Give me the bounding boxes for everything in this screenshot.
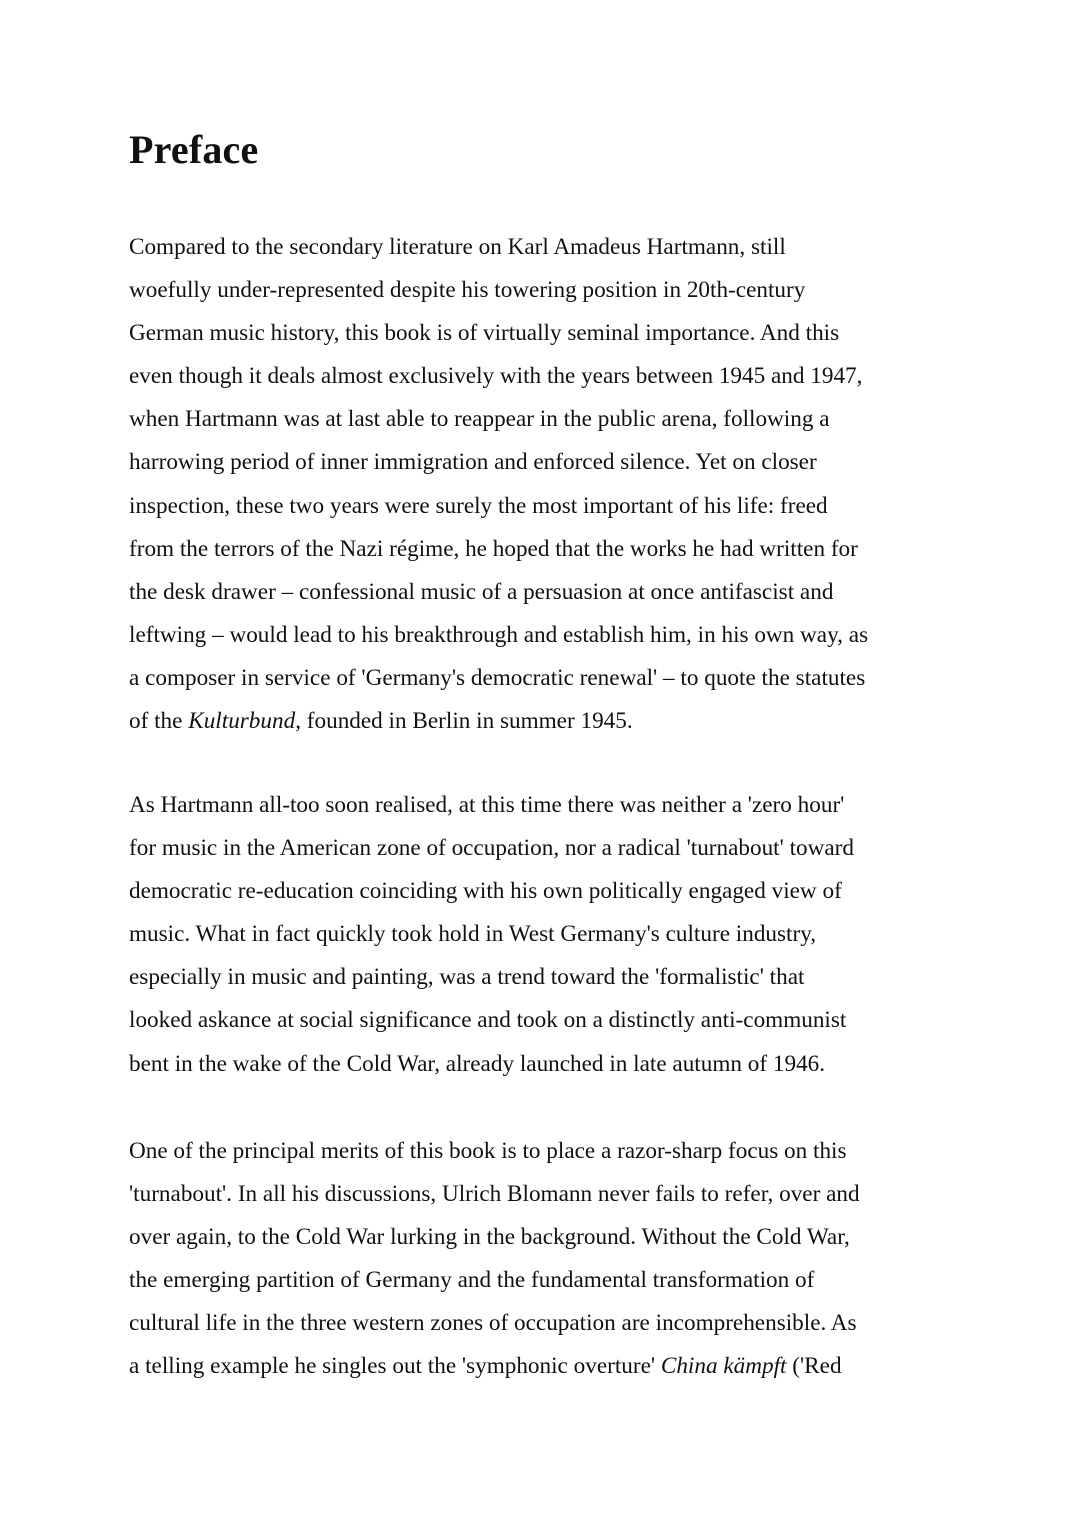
text-line [129,1216,860,1259]
text-line [129,784,854,827]
text-line [129,956,854,999]
text-line [129,571,868,614]
text-line [129,913,854,956]
italic-title-text: China kämpft [660,1353,787,1380]
text-run: especially in music and painting, was a trend toward the 'formalistic' that [129,964,805,991]
text-line [129,999,854,1042]
text-line [129,1345,860,1388]
text-run: democratic re-education coinciding with his own politically engaged view of [129,878,842,905]
text-run: Compared to the secondary literature on Karl Amadeus Hartmann, still [129,234,786,260]
text-run: cultural life in the three western zones of occupation are incomprehensible. As [129,1310,857,1337]
text-line [129,1302,860,1345]
text-line [129,441,868,484]
text-run: bent in the wake of the Cold War, already launched in late autumn of 1946. [129,1050,826,1077]
text-run: harrowing period of inner immigration and enforced silence. Yet on closer [129,449,817,476]
text-line [129,1173,860,1216]
text-line [129,1259,860,1302]
text-run: over again, to the Cold War lurking in the background. Without the Cold War, [129,1224,850,1251]
text-run: even though it deals almost exclusively with the years between 1945 and 1947, [129,363,863,390]
text-line [129,398,868,441]
text-run: looked askance at social significance and took on a distinctly anti-communist [129,1007,847,1034]
text-line [129,355,868,398]
text-run: woefully under-represented despite his towering position in 20th-century [129,277,806,304]
text-line [129,485,868,528]
paragraph-2 [129,784,854,1086]
paragraph-1 [129,226,868,743]
text-run: leftwing – would lead to his breakthrough and establish him, in his own way, as [129,621,869,648]
text-line [129,528,868,571]
text-run: As Hartmann all-too soon realised, at this time there was neither a 'zero hour' [129,792,845,818]
text-run: for music in the American zone of occupation, nor a radical 'turnabout' toward [129,835,854,862]
text-run: 'turnabout'. In all his discussions, Ulrich Blomann never fails to refer, over and [129,1181,860,1208]
text-run: when Hartmann was at last able to reappear in the public arena, following a [129,406,830,433]
text-run: ('Red [786,1353,842,1380]
text-line [129,226,868,269]
text-run: from the terrors of the Nazi régime, he hoped that the works he had written for [129,535,858,562]
text-line [129,1130,860,1173]
text-line [129,614,868,657]
text-line [129,827,854,870]
text-run: music. What in fact quickly took hold in West Germany's culture industry, [129,921,817,948]
paragraph-3 [129,1130,860,1389]
text-run: of the [129,708,189,735]
text-run: German music history, this book is of virtually seminal importance. And this [129,320,840,347]
text-run: , founded in Berlin in summer 1945. [295,708,633,735]
text-line [129,312,868,355]
italic-title-text: Kulturbund [188,708,296,735]
text-line [129,700,868,743]
text-run: the desk drawer – confessional music of a persuasion at once antifascist and [129,578,834,605]
text-run: a telling example he singles out the 'symphonic overture' [129,1353,661,1380]
text-line [129,657,868,700]
page-title: Preface [129,127,259,172]
text-run: inspection, these two years were surely the most important of his life: freed [129,492,828,519]
text-run: a composer in service of 'Germany's democratic renewal' – to quote the statutes [129,664,866,691]
text-run: One of the principal merits of this book is to place a razor-sharp focus on this [129,1138,847,1164]
text-line [129,1043,854,1086]
text-line [129,870,854,913]
text-run: the emerging partition of Germany and the fundamental transformation of [129,1267,815,1294]
text-line [129,269,868,312]
